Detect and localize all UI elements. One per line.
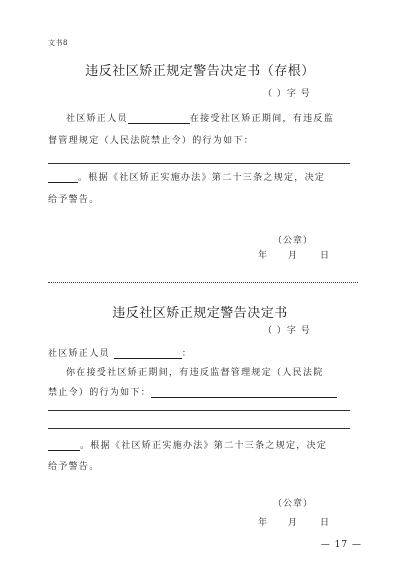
notice-violation-blank-line-2[interactable] xyxy=(48,410,350,411)
cut-line-divider xyxy=(48,282,358,283)
stub-date-year: 年 xyxy=(258,251,268,261)
notice-date-month: 月 xyxy=(288,518,298,528)
stub-line-4-text: 。根据《社区矫正实施办法》第二十三条之规定，决定 xyxy=(78,173,326,183)
stub-date-day: 日 xyxy=(320,251,330,261)
stub-line-2: 督管理规定（人民法院禁止令）的行为如下： xyxy=(48,136,255,146)
stub-violation-end-blank[interactable] xyxy=(48,172,78,183)
notice-addressee-line xyxy=(48,346,192,359)
notice-addressee-blank[interactable] xyxy=(114,348,182,359)
stub-person-blank[interactable] xyxy=(128,113,190,124)
notice-line-3 xyxy=(48,385,337,398)
stub-title: 违反社区矫正规定警告决定书（存根） xyxy=(85,64,315,79)
notice-official-seal-label: （公章） xyxy=(273,499,314,509)
stub-violation-blank-line[interactable] xyxy=(48,163,350,164)
notice-document-number: （ ）字 号 xyxy=(263,326,311,336)
stub-line-1-suffix: 在接受社区矫正期间，有违反监 xyxy=(189,114,335,124)
notice-addressee-colon: ： xyxy=(181,349,193,359)
stub-person-label: 社区矫正人员 xyxy=(66,114,128,124)
stub-official-seal-label: （公章） xyxy=(273,236,314,246)
stub-document-number: （ ）字 号 xyxy=(263,89,311,99)
notice-line-6 xyxy=(48,438,327,451)
notice-date-day: 日 xyxy=(320,518,330,528)
notice-line-7: 给予警告。 xyxy=(48,462,100,472)
stub-line-1 xyxy=(66,111,334,124)
stub-line-4 xyxy=(48,170,325,183)
stub-date-month: 月 xyxy=(288,251,298,261)
notice-line-3-text: 禁止令）的行为如下： xyxy=(48,388,152,398)
notice-line-2: 你在接受社区矫正期间，有违反监督管理规定（人民法院 xyxy=(66,368,324,378)
notice-violation-blank-1[interactable] xyxy=(151,387,337,398)
page-number: — 17 — xyxy=(320,540,362,550)
notice-date-year: 年 xyxy=(258,518,268,528)
notice-line-6-text: 。根据《社区矫正实施办法》第二十三条之规定，决定 xyxy=(80,441,328,451)
notice-addressee-label: 社区矫正人员 xyxy=(48,349,110,359)
notice-title: 违反社区矫正规定警告决定书 xyxy=(112,306,288,321)
stub-line-5: 给予警告。 xyxy=(48,195,100,205)
document-label: 文书8 xyxy=(48,39,68,47)
notice-violation-blank-line-3[interactable] xyxy=(48,428,350,429)
notice-violation-end-blank[interactable] xyxy=(48,440,80,451)
